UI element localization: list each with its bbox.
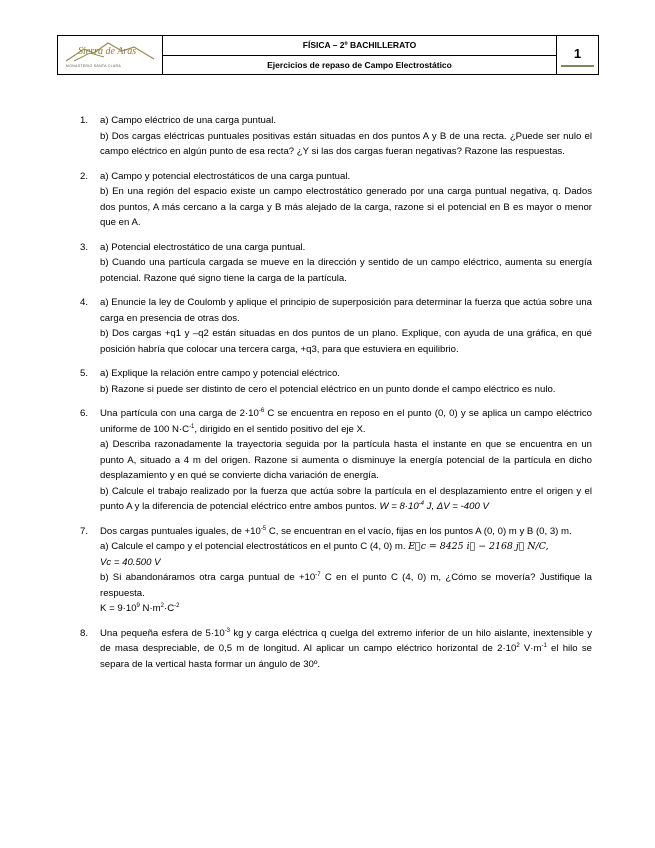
question-part: b) Si abandonáramos otra carga puntual de $+10^{-7}$ C en el punto C (4, 0) m, ¿Cómo se movería? Justifique la respuesta. — [100, 571, 592, 599]
question-number: 1. — [80, 115, 89, 126]
question-number: 5. — [80, 368, 89, 379]
question-text: Una pequeña esfera de $5\cdot 10^{-3}$ kg y carga eléctrica q cuelga del extremo inferior de un hilo aislante, inextensible y de masa despreciable, de 0,5 m de longitud. Al aplicar un campo eléctrico horizontal de $2\cdot 10^2$ $V\cdot m^{-1}$ el hilo se separa de la vertical hasta formar un ángulo de 30º. — [100, 627, 593, 670]
question-part: b) Dos cargas +q1 y –q2 están situadas en dos puntos de un plano. Explique, con ayuda de una gráfica, en qué posición habría que colocar una tercera carga, +q3, para que estuviera en equilibrio. — [100, 328, 592, 355]
question-part: b) Cuando una partícula cargada se mueve en la dirección y sentido de un campo eléctrico, aumenta su energía potencial. Razone qué signo tiene la carga de la partícula. — [100, 257, 592, 284]
question-5 — [80, 366, 592, 397]
question-part: a) Campo y potencial electrostáticos de una carga puntual. — [100, 170, 351, 182]
question-intro: Una partícula con una carga de $2\cdot 10^{-6}$ C se encuentra en reposo en el punto (0, 0) y se aplica un campo eléctrico uniforme de 100 $N\cdot C^{-1}$, dirigido en el sentido positivo del eje X. — [100, 407, 592, 435]
page-number: 1 — [561, 43, 594, 67]
document-header — [57, 35, 599, 75]
question-part: a) Potencial electrostático de una carga puntual. — [100, 241, 306, 253]
title-cell — [163, 36, 556, 74]
logo-cell — [58, 36, 163, 74]
question-8 — [80, 626, 592, 673]
potential-answer: Vc = 40.500 V — [100, 556, 161, 568]
constant-line: $K = 9\cdot 10^9$ $N\cdot m^2\cdot C^{-2}$ — [100, 602, 180, 614]
question-part: a) Campo eléctrico de una carga puntual. — [100, 115, 276, 126]
question-2 — [80, 169, 592, 231]
question-3 — [80, 240, 592, 287]
question-part: a) Calcule el campo y el potencial electrostáticos en el punto C (4, 0) m. E⃗c = 8425 i⃗ − 2168 j⃗ N/C, Vc = 40.500 V — [100, 541, 549, 568]
answer-text: $W = 8\cdot 10^{-4}$ J, ΔV = -400 V — [379, 500, 489, 512]
question-number: 2. — [80, 170, 89, 182]
question-number: 3. — [80, 241, 89, 253]
question-part: b) En una región del espacio existe un campo electrostático generado por una carga puntual negativa, q. Dados dos puntos, A más cercano a la carga y B más alejado de la carga, razone si el potencial en B es mayor o menor que en A. — [100, 186, 592, 228]
question-part: a) Describa razonadamente la trayectoria seguida por la partícula hasta el instante en que se encuentra en un punto A, situado a 4 m del origen. Razone si aumenta o disminuye la energía potencial de la partícula en dicho desplazamiento y en qué se convierte dicha variación de energía. — [100, 439, 592, 481]
subject-title: FÍSICA – 2º BACHILLERATO — [302, 40, 417, 51]
question-list — [80, 113, 592, 681]
question-1 — [80, 113, 592, 160]
question-4 — [80, 295, 592, 357]
question-number: 6. — [80, 408, 89, 419]
question-part: b) Calcule el trabajo realizado por la fuerza que actúa sobre la partícula en el desplazamiento entre el origen y el punto A y la diferencia de potencial eléctrico entre ambos puntos. $W = 8\cdot 10^{-4}$ J, ΔV = -400 V — [100, 485, 592, 512]
question-number: 7. — [80, 525, 89, 537]
document-subtitle: Ejercicios de repaso de Campo Electrostático — [163, 55, 556, 75]
question-6 — [80, 406, 592, 515]
question-7 — [80, 524, 592, 617]
question-number: 8. — [80, 627, 89, 639]
logo-text: Sierra de Aras — [78, 46, 137, 57]
page-number-cell — [556, 36, 598, 74]
question-part: a) Enuncie la ley de Coulomb y aplique el principio de superposición para determinar la fuerza que actúa sobre una carga en presencia de otras dos. — [100, 297, 592, 324]
question-number: 4. — [80, 297, 89, 308]
question-intro: Dos cargas puntuales iguales, de $+10^{-5}$ C, se encuentran en el vacío, fijas en los puntos A (0, 0) m y B (0, 3) m. — [100, 525, 572, 537]
question-part: b) Razone si puede ser distinto de cero el potencial eléctrico en un punto donde el campo eléctrico es nulo. — [100, 383, 556, 395]
question-part: b) Dos cargas eléctricas puntuales positivas están situadas en dos puntos A y B de una recta. ¿Puede ser nulo el campo eléctrico en algún punto de esa recta? ¿Y si las dos cargas fueran negativas? Razone las respuestas. — [100, 130, 592, 157]
logo-subtext: MONASTERIO SANTA CLARA — [66, 64, 121, 68]
field-answer: E⃗c = 8425 i⃗ − 2168 j⃗ N/C, — [408, 541, 549, 552]
question-part: a) Explique la relación entre campo y potencial eléctrico. — [100, 368, 340, 379]
